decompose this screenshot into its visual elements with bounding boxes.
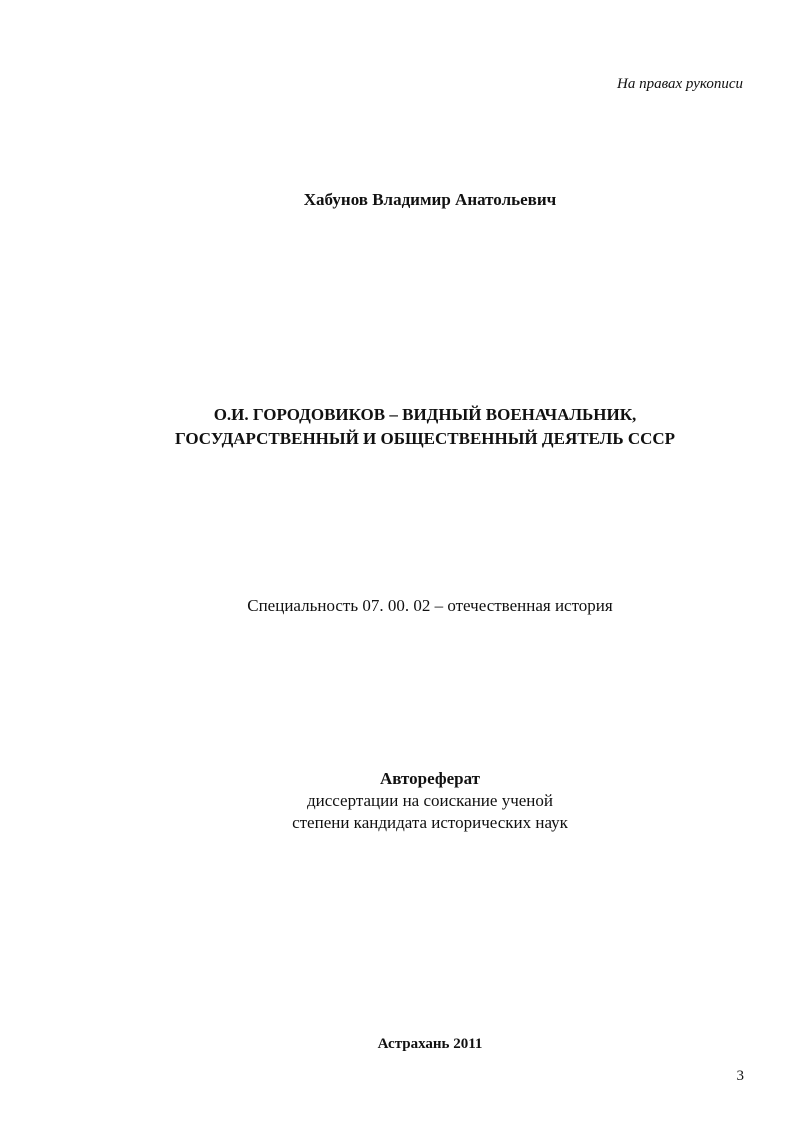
specialty-line: Специальность 07. 00. 02 – отечественная история [247,596,613,615]
rights-note: На правах рукописи [617,76,743,92]
author-name: Хабунов Владимир Анатольевич [303,190,557,209]
abstract-block [0,768,800,834]
dissertation-title [0,403,800,451]
city-year: Астрахань 2011 [377,1036,483,1052]
abstract-line-2: степени кандидата исторических наук [292,813,568,832]
page-number: 3 [736,1068,744,1084]
abstract-heading: Автореферат [379,769,481,788]
title-line-2: ГОСУДАРСТВЕННЫЙ И ОБЩЕСТВЕННЫЙ ДЕЯТЕЛЬ СССР [174,429,676,448]
title-line-1: О.И. ГОРОДОВИКОВ – ВИДНЫЙ ВОЕНАЧАЛЬНИК, [213,405,637,424]
abstract-line-1: диссертации на соискание ученой [306,791,553,810]
